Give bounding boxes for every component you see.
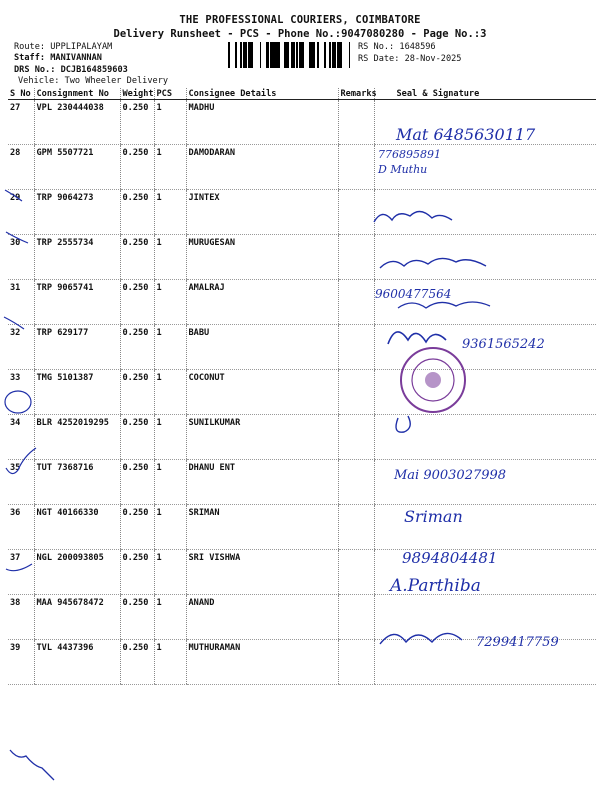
column-header: PCS	[154, 88, 186, 100]
cell-consignment: TVL 4437396	[34, 640, 120, 685]
cell-seal-signature	[374, 325, 596, 370]
table-row	[8, 505, 596, 550]
cell-weight: 0.250	[120, 460, 154, 505]
cell-consignee: JINTEX	[186, 190, 338, 235]
cell-consignee: SUNILKUMAR	[186, 415, 338, 460]
signature-row-28-name: D Muthu	[378, 163, 428, 176]
cell-remarks	[338, 370, 374, 415]
cell-sno: 34	[8, 415, 34, 460]
cell-remarks	[338, 550, 374, 595]
cell-weight: 0.250	[120, 325, 154, 370]
barcode-image	[228, 42, 354, 68]
cell-consignment: TMG 5101387	[34, 370, 120, 415]
cell-consignee: DAMODARAN	[186, 145, 338, 190]
cell-weight: 0.250	[120, 280, 154, 325]
cell-remarks	[338, 100, 374, 145]
column-header: Seal & Signature	[374, 88, 596, 100]
cell-pcs: 1	[154, 235, 186, 280]
cell-remarks	[338, 460, 374, 505]
cell-consignee: MURUGESAN	[186, 235, 338, 280]
company-title: THE PROFESSIONAL COURIERS, COIMBATORE	[179, 14, 421, 26]
cell-seal-signature	[374, 460, 596, 505]
cell-consignment: VPL 230444038	[34, 100, 120, 145]
cell-seal-signature	[374, 280, 596, 325]
cell-remarks	[338, 190, 374, 235]
column-header: S No	[8, 88, 34, 100]
rs-number: RS No.: 1648596	[358, 42, 436, 52]
cell-consignee: BABU	[186, 325, 338, 370]
cell-consignment: TUT 7368716	[34, 460, 120, 505]
table-row	[8, 415, 596, 460]
signature-row-36: Sriman	[404, 507, 463, 526]
cell-consignee: MADHU	[186, 100, 338, 145]
cell-sno: 38	[8, 595, 34, 640]
table-row	[8, 595, 596, 640]
cell-sno: 35	[8, 460, 34, 505]
cell-pcs: 1	[154, 415, 186, 460]
route-label: Route: UPPLIPALAYAM	[14, 42, 113, 52]
cell-sno: 31	[8, 280, 34, 325]
staff-label: Staff: MANIVANNAN	[14, 53, 102, 63]
cell-consignee: SRIMAN	[186, 505, 338, 550]
column-header: Consignee Details	[186, 88, 338, 100]
cell-consignment: BLR 4252019295	[34, 415, 120, 460]
table-row	[8, 190, 596, 235]
cell-consignment: TRP 9065741	[34, 280, 120, 325]
cell-pcs: 1	[154, 640, 186, 685]
cell-consignment: TRP 9064273	[34, 190, 120, 235]
cell-remarks	[338, 235, 374, 280]
cell-weight: 0.250	[120, 640, 154, 685]
cell-consignment: TRP 2555734	[34, 235, 120, 280]
table-row	[8, 235, 596, 280]
stray-pen-mark	[10, 750, 54, 780]
cell-weight: 0.250	[120, 235, 154, 280]
cell-weight: 0.250	[120, 550, 154, 595]
cell-pcs: 1	[154, 595, 186, 640]
signature-row-32-phone: 9361565242	[462, 337, 545, 352]
cell-remarks	[338, 505, 374, 550]
column-header: Consignment No	[34, 88, 120, 100]
table-row	[8, 550, 596, 595]
column-header: Remarks	[338, 88, 374, 100]
cell-pcs: 1	[154, 505, 186, 550]
cell-pcs: 1	[154, 145, 186, 190]
cell-consignee: DHANU ENT	[186, 460, 338, 505]
cell-consignment: NGT 40166330	[34, 505, 120, 550]
cell-seal-signature	[374, 505, 596, 550]
signature-row-27: Mat 6485630117	[396, 125, 536, 144]
table-row	[8, 370, 596, 415]
cell-seal-signature	[374, 235, 596, 280]
cell-pcs: 1	[154, 100, 186, 145]
cell-weight: 0.250	[120, 190, 154, 235]
cell-consignment: NGL 200093805	[34, 550, 120, 595]
signature-row-28-phone: 776895891	[378, 148, 441, 161]
table-row	[8, 325, 596, 370]
vehicle-label: Vehicle: Two Wheeler Delivery	[18, 76, 169, 86]
runsheet-table	[8, 88, 596, 685]
cell-sno: 30	[8, 235, 34, 280]
cell-pcs: 1	[154, 370, 186, 415]
cell-weight: 0.250	[120, 505, 154, 550]
cell-pcs: 1	[154, 550, 186, 595]
cell-weight: 0.250	[120, 415, 154, 460]
cell-pcs: 1	[154, 190, 186, 235]
cell-seal-signature	[374, 640, 596, 685]
cell-remarks	[338, 415, 374, 460]
signature-row-39-phone: 7299417759	[476, 635, 559, 650]
table-header-row	[8, 88, 596, 100]
cell-seal-signature	[374, 550, 596, 595]
cell-pcs: 1	[154, 325, 186, 370]
cell-remarks	[338, 145, 374, 190]
table-row	[8, 460, 596, 505]
drs-number: DRS No.: DCJB164859603	[14, 65, 128, 75]
cell-seal-signature	[374, 190, 596, 235]
cell-consignment: MAA 945678472	[34, 595, 120, 640]
cell-sno: 37	[8, 550, 34, 595]
cell-weight: 0.250	[120, 100, 154, 145]
cell-consignee: COCONUT	[186, 370, 338, 415]
cell-consignment: TRP 629177	[34, 325, 120, 370]
cell-sno: 32	[8, 325, 34, 370]
cell-seal-signature	[374, 415, 596, 460]
cell-seal-signature	[374, 145, 596, 190]
runsheet-subtitle: Delivery Runsheet - PCS - Phone No.:9047080280 - Page No.:3	[113, 28, 487, 40]
cell-sno: 29	[8, 190, 34, 235]
cell-seal-signature	[374, 100, 596, 145]
cell-remarks	[338, 280, 374, 325]
cell-consignment: GPM 5507721	[34, 145, 120, 190]
cell-weight: 0.250	[120, 370, 154, 415]
table-row	[8, 640, 596, 685]
cell-pcs: 1	[154, 460, 186, 505]
signature-row-38: A.Parthiba	[390, 576, 481, 596]
signature-row-31-phone: 9600477564	[375, 287, 452, 301]
signature-row-35: Mai 9003027998	[394, 468, 507, 483]
column-header: Weight	[120, 88, 154, 100]
cell-sno: 33	[8, 370, 34, 415]
cell-weight: 0.250	[120, 595, 154, 640]
cell-remarks	[338, 640, 374, 685]
cell-weight: 0.250	[120, 145, 154, 190]
signature-row-37: 9894804481	[402, 549, 498, 567]
cell-consignee: AMALRAJ	[186, 280, 338, 325]
cell-pcs: 1	[154, 280, 186, 325]
cell-remarks	[338, 595, 374, 640]
table-row	[8, 280, 596, 325]
cell-sno: 28	[8, 145, 34, 190]
rs-date: RS Date: 28-Nov-2025	[358, 54, 462, 64]
cell-consignee: SRI VISHWA	[186, 550, 338, 595]
table-row	[8, 145, 596, 190]
table-row	[8, 100, 596, 145]
cell-consignee: MUTHURAMAN	[186, 640, 338, 685]
cell-remarks	[338, 325, 374, 370]
cell-sno: 39	[8, 640, 34, 685]
cell-sno: 27	[8, 100, 34, 145]
cell-seal-signature	[374, 595, 596, 640]
cell-sno: 36	[8, 505, 34, 550]
cell-seal-signature	[374, 370, 596, 415]
cell-consignee: ANAND	[186, 595, 338, 640]
